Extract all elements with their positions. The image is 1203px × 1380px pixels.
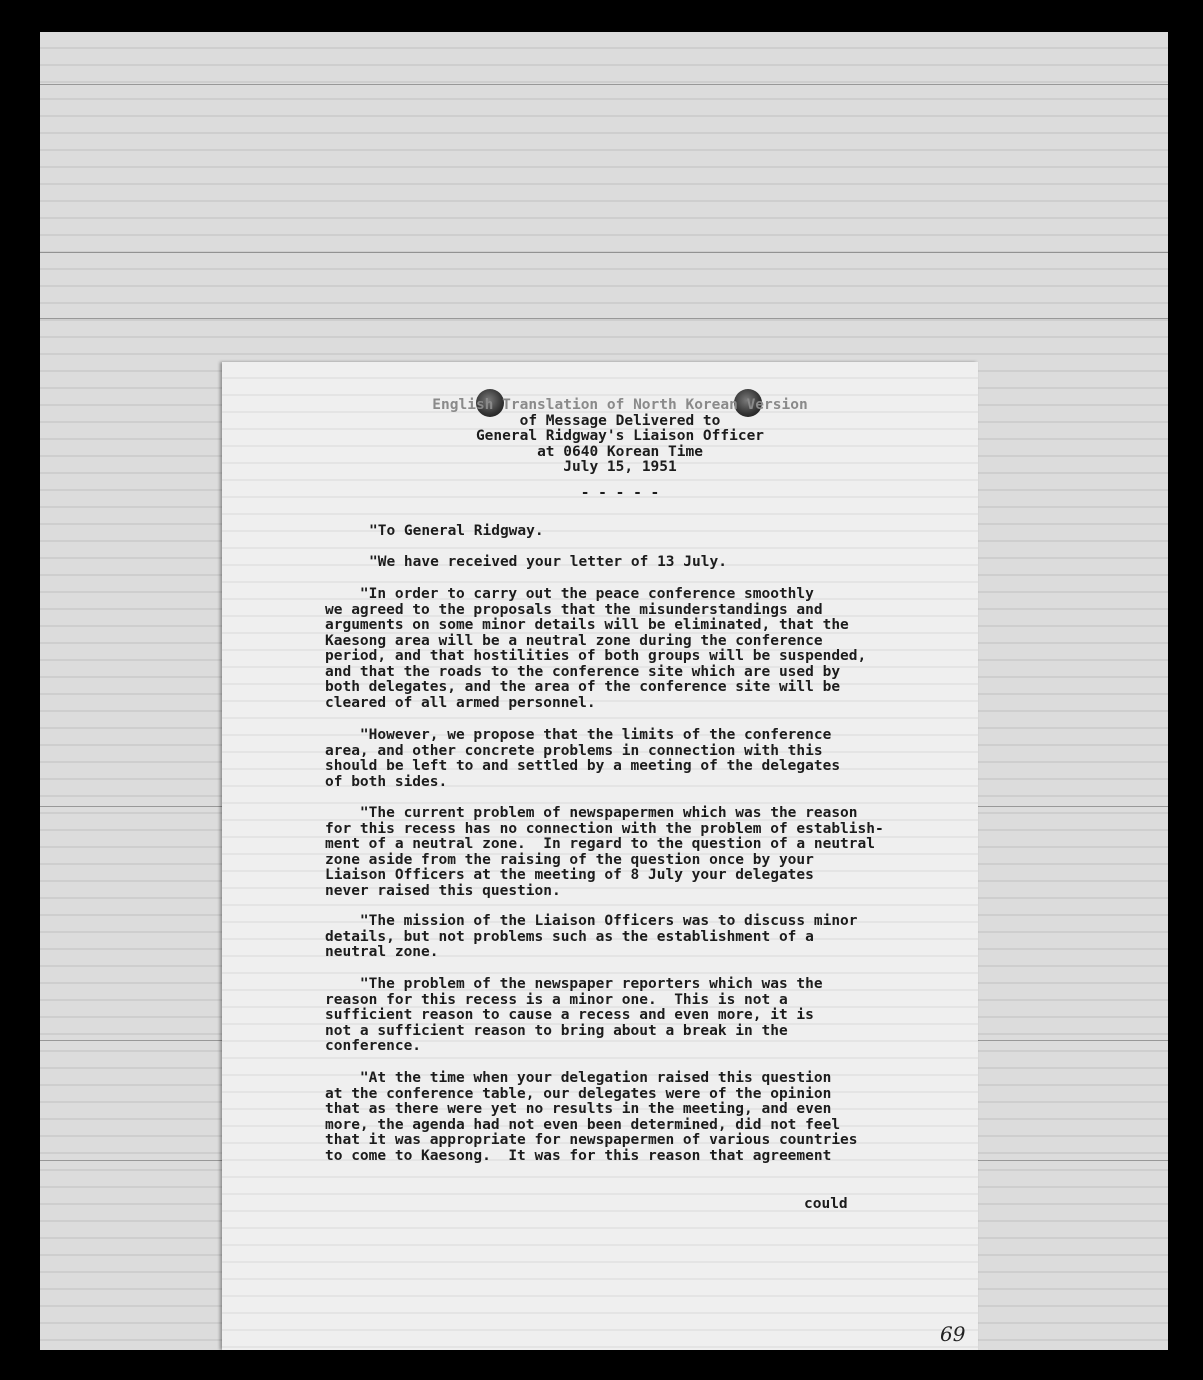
paragraph-line: that as there were yet no results in the meeting, and even	[325, 1101, 832, 1117]
paragraph-line: "We have received your letter of 13 July.	[369, 554, 727, 570]
page-number: 69	[940, 1322, 966, 1346]
paragraph-line: should be left to and settled by a meeting of the delegates	[325, 758, 841, 774]
paragraph-line: "The current problem of newspapermen which was the reason	[325, 805, 858, 821]
salutation-text: "To General Ridgway.	[369, 523, 544, 539]
heading-line-4: at 0640 Korean Time	[537, 443, 703, 460]
paragraph-line: we agreed to the proposals that the misunderstandings and	[325, 601, 823, 618]
paragraph-line: never raised this question.	[325, 882, 561, 899]
document-heading	[330, 398, 910, 501]
catchword: could	[804, 1196, 848, 1212]
paragraph-1	[325, 555, 945, 571]
heading-line-3: General Ridgway's Liaison Officer	[475, 428, 765, 444]
paragraph-line: of both sides.	[325, 773, 448, 790]
paragraph-line: zone aside from the raising of the question once by your	[325, 851, 814, 868]
paragraph-6	[325, 977, 945, 1055]
paragraph-line: reason for this recess is a minor one. This is not a	[325, 991, 788, 1008]
paragraph-line: Kaesong area will be a neutral zone during the conference	[325, 632, 823, 649]
paragraph-4	[325, 806, 945, 899]
paragraph-line: "The problem of the newspaper reporters which was the	[325, 976, 823, 992]
paragraph-line: area, and other concrete problems in connection with this	[325, 742, 823, 759]
paragraph-2	[325, 587, 945, 711]
paragraph-line: conference.	[325, 1038, 422, 1054]
paragraph-line: more, the agenda had not even been determined, did not feel	[325, 1116, 841, 1133]
paragraph-5	[325, 914, 945, 961]
paragraph-line: for this recess has no connection with the problem of establish-	[325, 820, 884, 837]
heading-separator: - - - - -	[580, 484, 660, 501]
paragraph-3	[325, 728, 945, 790]
paragraph-line: "At the time when your delegation raised this question	[325, 1070, 832, 1086]
salutation	[325, 524, 945, 540]
paragraph-line: arguments on some minor details will be eliminated, that the	[325, 617, 849, 633]
scan-streak	[40, 318, 1168, 319]
paragraph-line: cleared of all armed personnel.	[325, 694, 596, 711]
paragraph-line: not a sufficient reason to bring about a break in the	[325, 1022, 788, 1039]
paragraph-line: neutral zone.	[325, 944, 439, 960]
paragraph-7	[325, 1071, 945, 1164]
paragraph-line: "In order to carry out the peace conference smoothly	[325, 586, 814, 602]
paragraph-line: both delegates, and the area of the conference site will be	[325, 679, 841, 695]
paragraph-line: ment of a neutral zone. In regard to the question of a neutral	[325, 836, 875, 852]
paragraph-line: details, but not problems such as the establishment of a	[325, 928, 814, 945]
scan-streak	[40, 252, 1168, 253]
paragraph-line: and that the roads to the conference site which are used by	[325, 663, 841, 680]
paragraph-line: that it was appropriate for newspapermen of various countries	[325, 1132, 858, 1148]
paragraph-line: sufficient reason to cause a recess and even more, it is	[325, 1007, 814, 1023]
paragraph-line: to come to Kaesong. It was for this reason that agreement	[325, 1147, 832, 1164]
scan-streak	[40, 84, 1168, 85]
paragraph-line: Liaison Officers at the meeting of 8 July your delegates	[325, 867, 814, 883]
paragraph-line: period, and that hostilities of both groups will be suspended,	[325, 648, 867, 664]
paragraph-line: "The mission of the Liaison Officers was to discuss minor	[325, 913, 858, 929]
paragraph-line: at the conference table, our delegates were of the opinion	[325, 1085, 832, 1102]
paragraph-line: "However, we propose that the limits of the conference	[325, 727, 832, 743]
heading-date: July 15, 1951	[563, 459, 677, 475]
heading-line-2: of Message Delivered to	[519, 412, 721, 429]
heading-line-1: English Translation of North Korean Version	[432, 397, 808, 413]
